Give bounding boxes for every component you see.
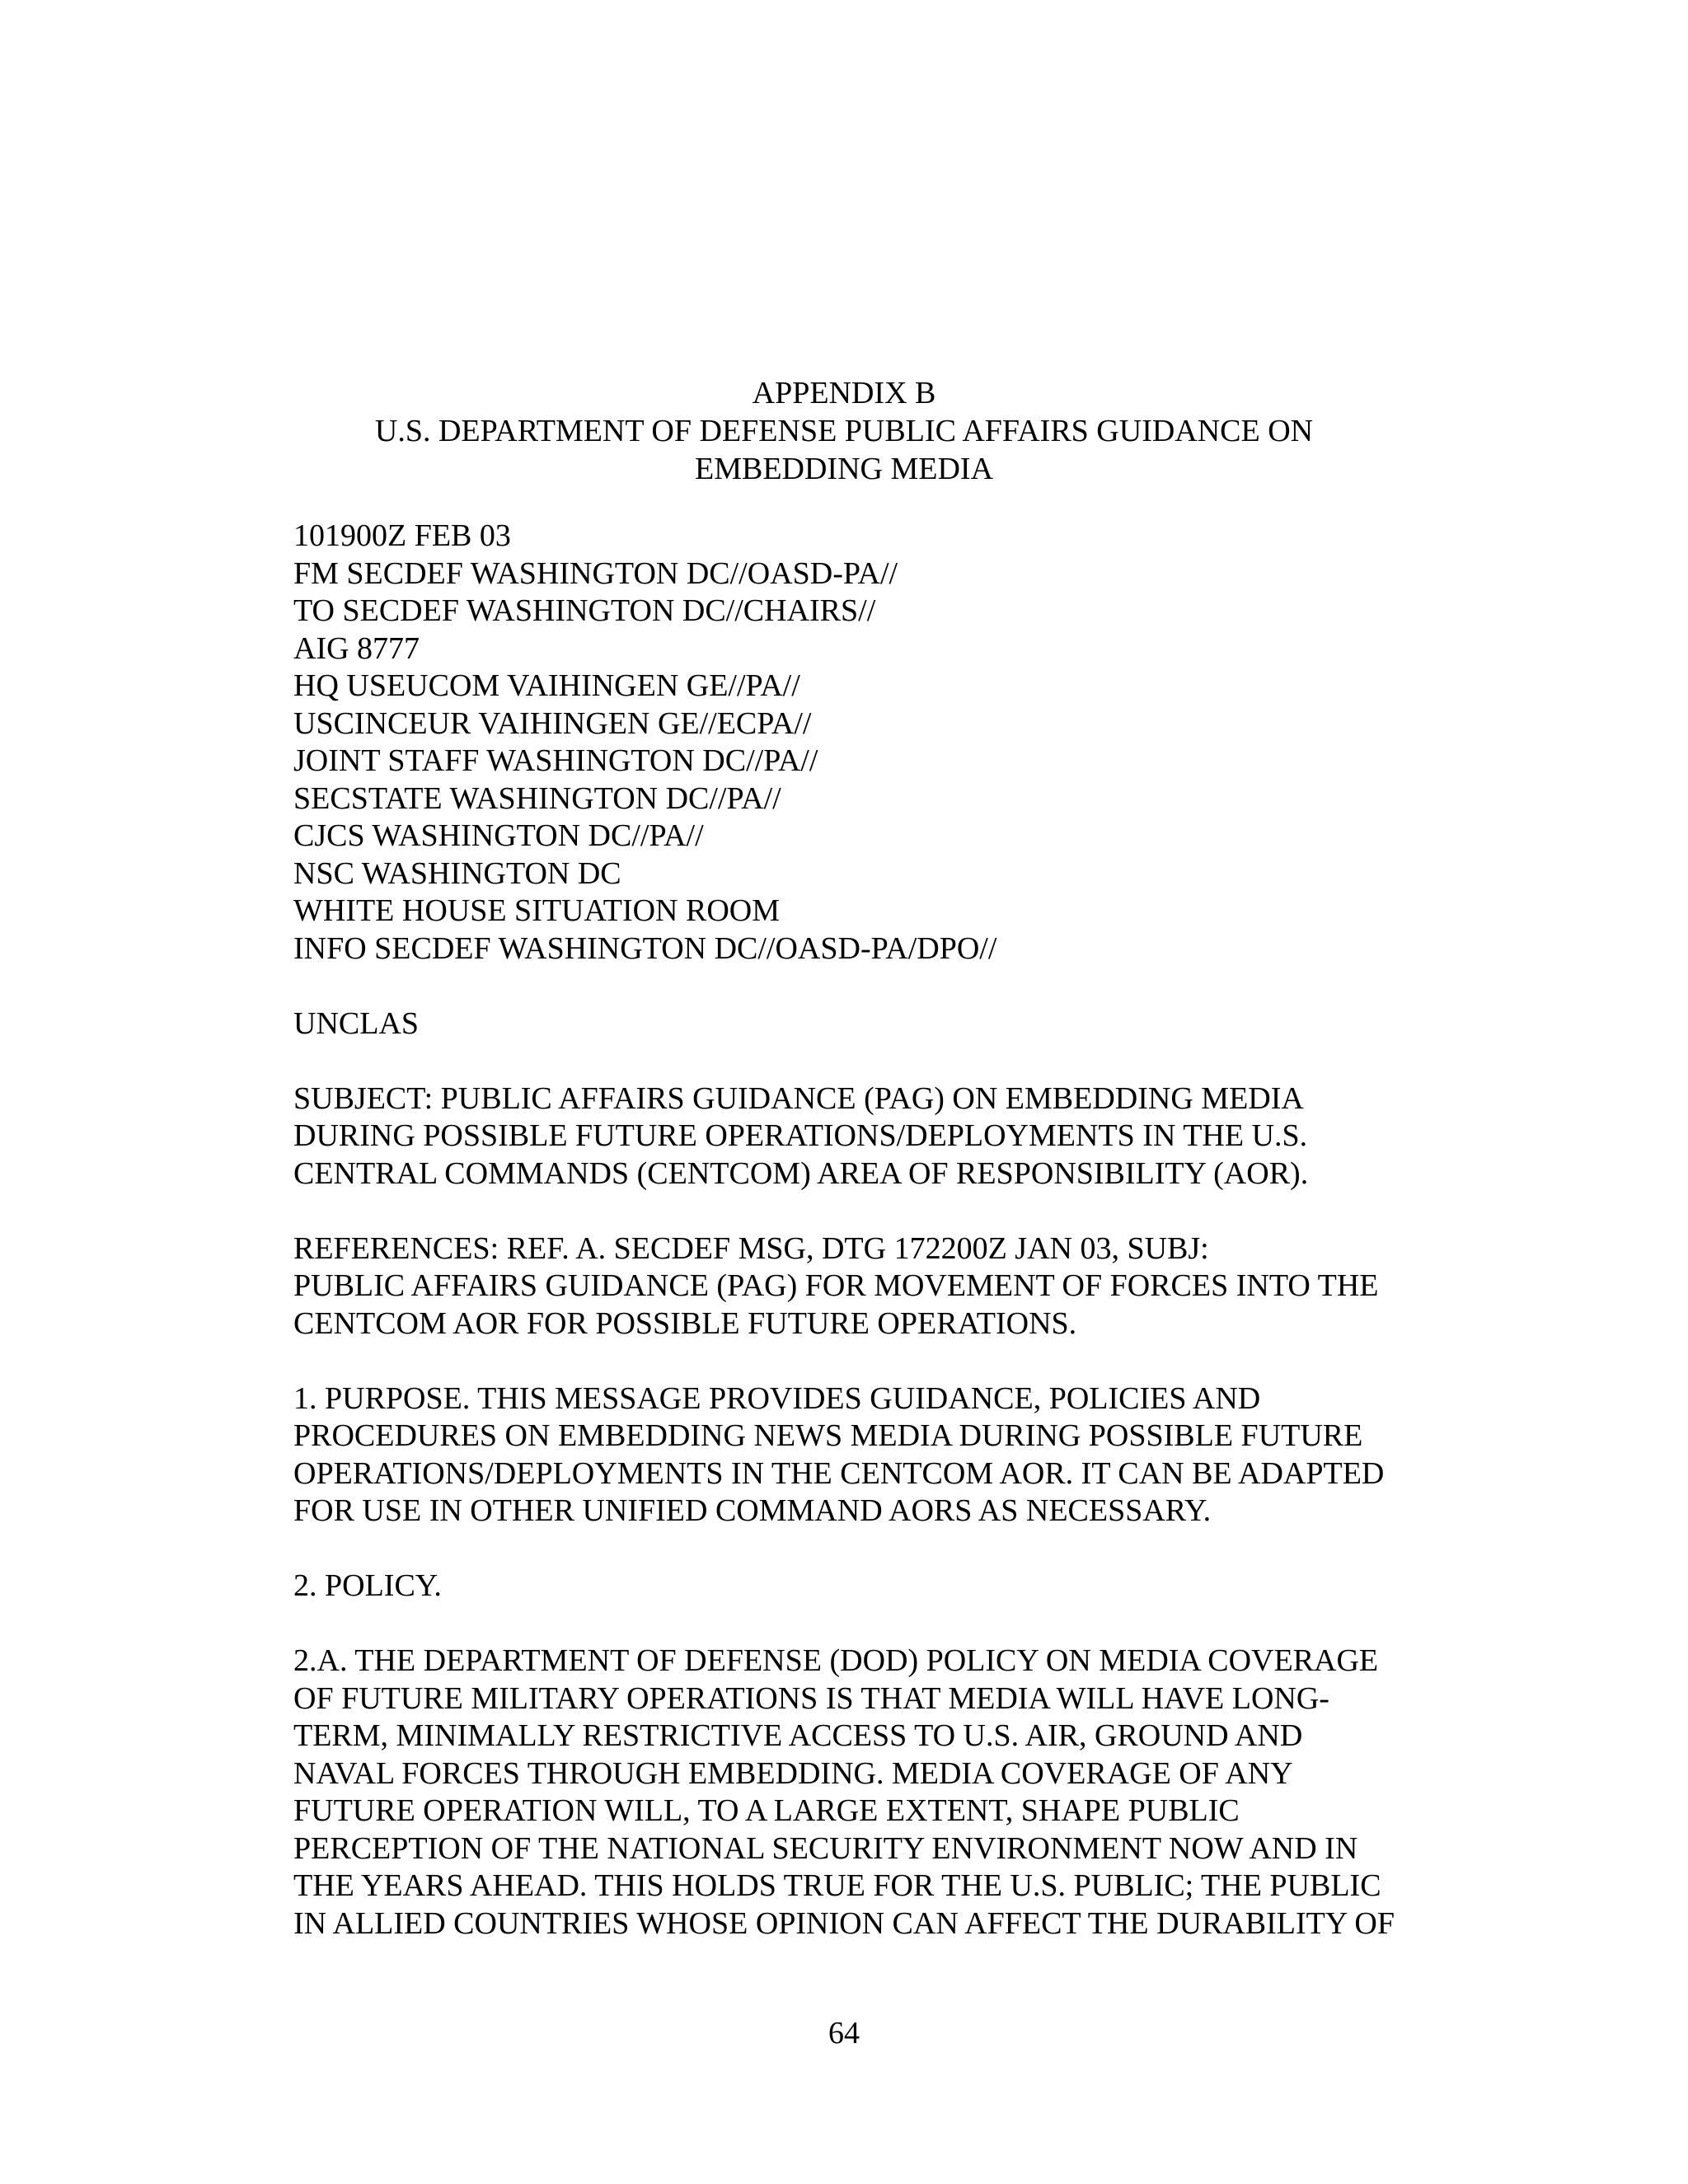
references-line: CENTCOM AOR FOR POSSIBLE FUTURE OPERATIONS. bbox=[293, 1305, 1077, 1341]
addressee-line: USCINCEUR VAIHINGEN GE//ECPA// bbox=[293, 705, 812, 741]
policy-line: THE YEARS AHEAD. THIS HOLDS TRUE FOR THE U.S. PUBLIC; THE PUBLIC bbox=[293, 1868, 1381, 1903]
purpose-line: 1. PURPOSE. THIS MESSAGE PROVIDES GUIDANCE, POLICIES AND bbox=[293, 1380, 1261, 1416]
references-line: REFERENCES: REF. A. SECDEF MSG, DTG 172200Z JAN 03, SUBJ: bbox=[293, 1230, 1209, 1266]
subject-line: DURING POSSIBLE FUTURE OPERATIONS/DEPLOYMENTS IN THE U.S. bbox=[293, 1118, 1308, 1153]
to-line: TO SECDEF WASHINGTON DC//CHAIRS// bbox=[293, 593, 876, 628]
page-number: 64 bbox=[828, 2016, 860, 2050]
references-line: PUBLIC AFFAIRS GUIDANCE (PAG) FOR MOVEMENT OF FORCES INTO THE bbox=[293, 1268, 1379, 1303]
appendix-subtitle-line-2: EMBEDDING MEDIA bbox=[694, 452, 994, 486]
addressee-line: NSC WASHINGTON DC bbox=[293, 855, 621, 891]
paragraph-gap bbox=[293, 968, 1489, 1005]
policy-line: PERCEPTION OF THE NATIONAL SECURITY ENVIRONMENT NOW AND IN bbox=[293, 1830, 1358, 1866]
appendix-subtitle-line-1: U.S. DEPARTMENT OF DEFENSE PUBLIC AFFAIRS GUIDANCE ON bbox=[374, 414, 1314, 448]
purpose-line: PROCEDURES ON EMBEDDING NEWS MEDIA DURING POSSIBLE FUTURE bbox=[293, 1418, 1363, 1453]
message-header-block bbox=[293, 518, 1489, 968]
policy-2a-paragraph bbox=[293, 1643, 1489, 1943]
policy-line: NAVAL FORCES THROUGH EMBEDDING. MEDIA COVERAGE OF ANY bbox=[293, 1755, 1293, 1791]
addressee-line: WHITE HOUSE SITUATION ROOM bbox=[293, 893, 781, 928]
policy-heading: 2. POLICY. bbox=[293, 1568, 442, 1603]
info-line: INFO SECDEF WASHINGTON DC//OASD-PA/DPO// bbox=[293, 930, 997, 966]
paragraph-gap bbox=[293, 1343, 1489, 1380]
dtg-line: 101900Z FEB 03 bbox=[293, 518, 511, 553]
subject-line: SUBJECT: PUBLIC AFFAIRS GUIDANCE (PAG) ON EMBEDDING MEDIA bbox=[293, 1080, 1304, 1116]
policy-line: TERM, MINIMALLY RESTRICTIVE ACCESS TO U.S. AIR, GROUND AND bbox=[293, 1718, 1303, 1753]
policy-line: 2.A. THE DEPARTMENT OF DEFENSE (DOD) POLICY ON MEDIA COVERAGE bbox=[293, 1643, 1379, 1678]
addressee-line: AIG 8777 bbox=[293, 630, 420, 666]
policy-line: IN ALLIED COUNTRIES WHOSE OPINION CAN AFFECT THE DURABILITY OF bbox=[293, 1905, 1395, 1941]
document-body bbox=[293, 518, 1489, 1943]
paragraph-gap bbox=[293, 1605, 1489, 1643]
paragraph-gap bbox=[293, 1043, 1489, 1080]
classification-marking: UNCLAS bbox=[293, 1005, 420, 1041]
paragraph-gap bbox=[293, 1193, 1489, 1230]
policy-line: FUTURE OPERATION WILL, TO A LARGE EXTENT, SHAPE PUBLIC bbox=[293, 1793, 1240, 1828]
addressee-line: CJCS WASHINGTON DC//PA// bbox=[293, 818, 704, 853]
addressee-line: JOINT STAFF WASHINGTON DC//PA// bbox=[293, 743, 818, 778]
addressee-line: SECSTATE WASHINGTON DC//PA// bbox=[293, 780, 781, 816]
purpose-line: FOR USE IN OTHER UNIFIED COMMAND AORS AS NECESSARY. bbox=[293, 1493, 1212, 1528]
addressee-line: HQ USEUCOM VAIHINGEN GE//PA// bbox=[293, 668, 800, 703]
appendix-title: APPENDIX B bbox=[752, 376, 936, 410]
references-paragraph bbox=[293, 1230, 1489, 1343]
subject-paragraph bbox=[293, 1080, 1489, 1193]
policy-line: OF FUTURE MILITARY OPERATIONS IS THAT MEDIA WILL HAVE LONG- bbox=[293, 1680, 1329, 1716]
subject-line: CENTRAL COMMANDS (CENTCOM) AREA OF RESPONSIBILITY (AOR). bbox=[293, 1155, 1309, 1191]
paragraph-gap bbox=[293, 1530, 1489, 1568]
document-heading bbox=[0, 374, 1688, 488]
from-line: FM SECDEF WASHINGTON DC//OASD-PA// bbox=[293, 555, 898, 591]
purpose-paragraph bbox=[293, 1380, 1489, 1530]
purpose-line: OPERATIONS/DEPLOYMENTS IN THE CENTCOM AOR. IT CAN BE ADAPTED bbox=[293, 1455, 1385, 1491]
